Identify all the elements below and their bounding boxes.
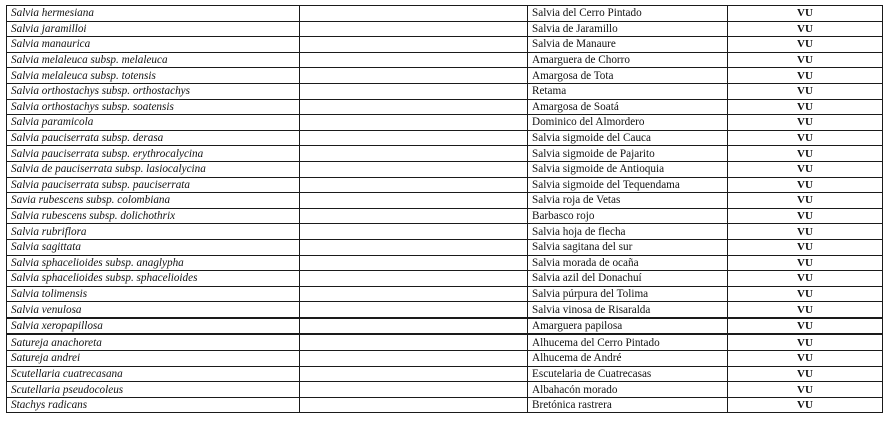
common-name-cell: Escutelaria de Cuatrecasas — [528, 366, 728, 382]
scientific-name-cell: Salvia jaramilloi — [7, 21, 300, 37]
empty-cell — [300, 334, 528, 350]
scientific-name-cell: Scutellaria pseudocoleus — [7, 382, 300, 398]
status-cell: VU — [728, 193, 883, 209]
status-cell: VU — [728, 302, 883, 318]
scientific-name-cell: Salvia orthostachys subsp. soatensis — [7, 99, 300, 115]
status-cell: VU — [728, 52, 883, 68]
table-row — [7, 302, 883, 318]
table-row — [7, 366, 883, 382]
status-cell: VU — [728, 271, 883, 287]
empty-cell — [300, 68, 528, 84]
empty-cell — [300, 239, 528, 255]
species-table — [6, 5, 883, 413]
empty-cell — [300, 366, 528, 382]
table-row — [7, 146, 883, 162]
common-name-cell: Alhucema del Cerro Pintado — [528, 334, 728, 350]
status-cell: VU — [728, 208, 883, 224]
empty-cell — [300, 351, 528, 367]
table-row — [7, 161, 883, 177]
table-row — [7, 286, 883, 302]
table-row — [7, 99, 883, 115]
scientific-name-cell: Salvia de pauciserrata subsp. lasiocalycina — [7, 161, 300, 177]
scientific-name-cell: Salvia sphacelioides subsp. sphacelioides — [7, 271, 300, 287]
scientific-name-cell: Salvia pauciserrata subsp. erythrocalycina — [7, 146, 300, 162]
common-name-cell: Salvia azil del Donachuí — [528, 271, 728, 287]
empty-cell — [300, 6, 528, 22]
empty-cell — [300, 37, 528, 53]
empty-cell — [300, 255, 528, 271]
empty-cell — [300, 224, 528, 240]
table-row — [7, 130, 883, 146]
empty-cell — [300, 146, 528, 162]
table-row — [7, 397, 883, 413]
table-row — [7, 318, 883, 335]
table-row — [7, 52, 883, 68]
common-name-cell: Retama — [528, 83, 728, 99]
status-cell: VU — [728, 115, 883, 131]
common-name-cell: Salvia sigmoide del Cauca — [528, 130, 728, 146]
common-name-cell: Bretónica rastrera — [528, 397, 728, 413]
scientific-name-cell: Salvia venulosa — [7, 302, 300, 318]
scientific-name-cell: Salvia melaleuca subsp. melaleuca — [7, 52, 300, 68]
empty-cell — [300, 193, 528, 209]
common-name-cell: Albahacón morado — [528, 382, 728, 398]
status-cell: VU — [728, 382, 883, 398]
common-name-cell: Salvia de Jaramillo — [528, 21, 728, 37]
empty-cell — [300, 83, 528, 99]
scientific-name-cell: Salvia sphacelioides subsp. anaglypha — [7, 255, 300, 271]
empty-cell — [300, 21, 528, 37]
common-name-cell: Salvia del Cerro Pintado — [528, 6, 728, 22]
common-name-cell: Salvia sigmoide del Tequendama — [528, 177, 728, 193]
status-cell: VU — [728, 239, 883, 255]
status-cell: VU — [728, 37, 883, 53]
scientific-name-cell: Salvia paramicola — [7, 115, 300, 131]
scientific-name-cell: Salvia tolimensis — [7, 286, 300, 302]
common-name-cell: Dominico del Almordero — [528, 115, 728, 131]
empty-cell — [300, 302, 528, 318]
table-row — [7, 271, 883, 287]
table-row — [7, 68, 883, 84]
status-cell: VU — [728, 366, 883, 382]
common-name-cell: Salvia sagitana del sur — [528, 239, 728, 255]
table-row — [7, 334, 883, 350]
status-cell: VU — [728, 146, 883, 162]
common-name-cell: Amarguera papilosa — [528, 318, 728, 335]
common-name-cell: Salvia sigmoide de Pajarito — [528, 146, 728, 162]
status-cell: VU — [728, 224, 883, 240]
status-cell: VU — [728, 177, 883, 193]
empty-cell — [300, 397, 528, 413]
table-row — [7, 351, 883, 367]
table-row — [7, 115, 883, 131]
status-cell: VU — [728, 68, 883, 84]
table-row — [7, 6, 883, 22]
empty-cell — [300, 318, 528, 335]
scientific-name-cell: Scutellaria cuatrecasana — [7, 366, 300, 382]
status-cell: VU — [728, 255, 883, 271]
scientific-name-cell: Salvia pauciserrata subsp. derasa — [7, 130, 300, 146]
status-cell: VU — [728, 286, 883, 302]
common-name-cell: Amargosa de Soatá — [528, 99, 728, 115]
scientific-name-cell: Salvia melaleuca subsp. totensis — [7, 68, 300, 84]
table-row — [7, 37, 883, 53]
status-cell: VU — [728, 83, 883, 99]
scientific-name-cell: Salvia xeropapillosa — [7, 318, 300, 335]
status-cell: VU — [728, 99, 883, 115]
status-cell: VU — [728, 21, 883, 37]
empty-cell — [300, 382, 528, 398]
status-cell: VU — [728, 6, 883, 22]
status-cell: VU — [728, 161, 883, 177]
empty-cell — [300, 130, 528, 146]
scientific-name-cell: Salvia orthostachys subsp. orthostachys — [7, 83, 300, 99]
status-cell: VU — [728, 397, 883, 413]
table-row — [7, 208, 883, 224]
scientific-name-cell: Salvia manaurica — [7, 37, 300, 53]
empty-cell — [300, 286, 528, 302]
status-cell: VU — [728, 318, 883, 335]
scientific-name-cell: Salvia hermesiana — [7, 6, 300, 22]
common-name-cell: Barbasco rojo — [528, 208, 728, 224]
common-name-cell: Salvia púrpura del Tolima — [528, 286, 728, 302]
empty-cell — [300, 177, 528, 193]
common-name-cell: Amarguera de Chorro — [528, 52, 728, 68]
status-cell: VU — [728, 334, 883, 350]
common-name-cell: Alhucema de André — [528, 351, 728, 367]
table-row — [7, 224, 883, 240]
common-name-cell: Salvia vinosa de Risaralda — [528, 302, 728, 318]
common-name-cell: Salvia roja de Vetas — [528, 193, 728, 209]
scientific-name-cell: Stachys radicans — [7, 397, 300, 413]
scientific-name-cell: Salvia sagittata — [7, 239, 300, 255]
table-row — [7, 177, 883, 193]
common-name-cell: Salvia hoja de flecha — [528, 224, 728, 240]
scientific-name-cell: Salvia pauciserrata subsp. pauciserrata — [7, 177, 300, 193]
table-row — [7, 21, 883, 37]
species-table-container — [6, 5, 882, 413]
scientific-name-cell: Satureja andrei — [7, 351, 300, 367]
empty-cell — [300, 271, 528, 287]
scientific-name-cell: Savia rubescens subsp. colombiana — [7, 193, 300, 209]
common-name-cell: Salvia sigmoide de Antioquia — [528, 161, 728, 177]
status-cell: VU — [728, 351, 883, 367]
table-row — [7, 193, 883, 209]
empty-cell — [300, 208, 528, 224]
common-name-cell: Salvia de Manaure — [528, 37, 728, 53]
scientific-name-cell: Satureja anachoreta — [7, 334, 300, 350]
empty-cell — [300, 52, 528, 68]
scientific-name-cell: Salvia rubriflora — [7, 224, 300, 240]
common-name-cell: Amargosa de Tota — [528, 68, 728, 84]
species-table-body — [7, 6, 883, 413]
empty-cell — [300, 115, 528, 131]
common-name-cell: Salvia morada de ocaña — [528, 255, 728, 271]
scientific-name-cell: Salvia rubescens subsp. dolichothrix — [7, 208, 300, 224]
table-row — [7, 239, 883, 255]
empty-cell — [300, 99, 528, 115]
status-cell: VU — [728, 130, 883, 146]
table-row — [7, 255, 883, 271]
empty-cell — [300, 161, 528, 177]
table-row — [7, 83, 883, 99]
table-row — [7, 382, 883, 398]
